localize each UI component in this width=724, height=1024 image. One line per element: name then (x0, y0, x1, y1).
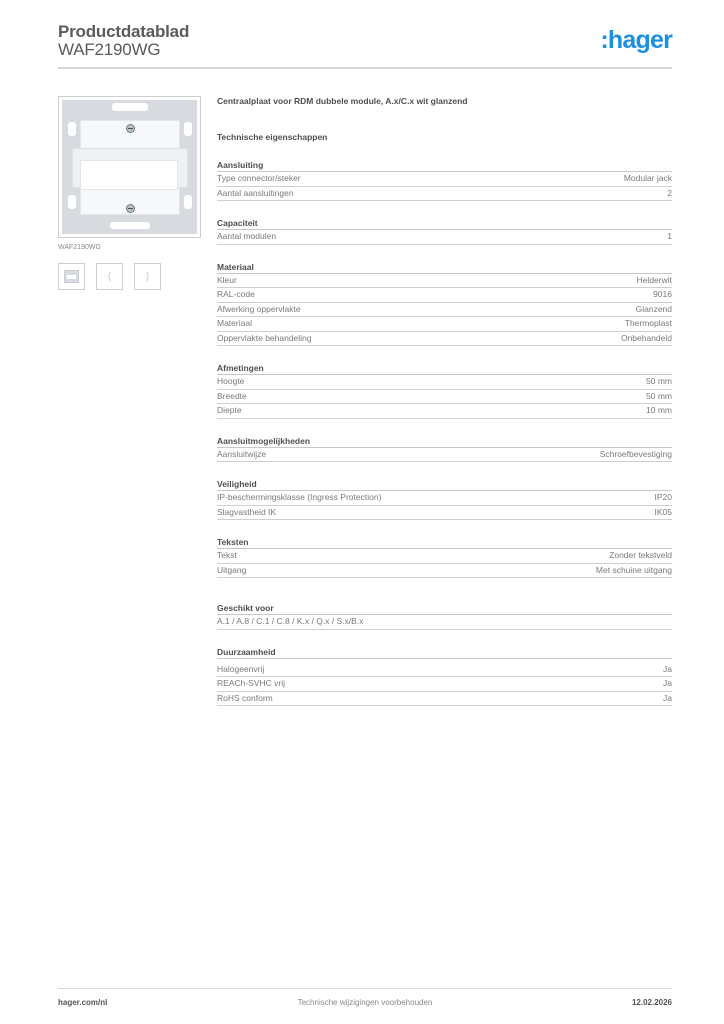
spec-row (217, 663, 672, 678)
spec-row (217, 317, 672, 332)
spec-row (217, 615, 672, 630)
spec-label: Tekst (217, 550, 237, 560)
section-title: Capaciteit (217, 217, 672, 230)
spec-row (217, 692, 672, 707)
spec-value: Ja (663, 692, 672, 703)
document-date: 12.02.2026 (631, 998, 672, 1007)
spec-row (217, 187, 672, 202)
spec-value: Ja (663, 678, 672, 688)
spec-value: Modular jack (623, 173, 672, 183)
spec-label: REACh-SVHC vrij (217, 678, 286, 688)
spec-label: Slagvastheid IK (217, 506, 277, 517)
thumbnail-side-right[interactable] (134, 263, 161, 290)
spec-label: A.1 / A.8 / C.1 / C.8 / K.x / Q.x / S.x/B.x (217, 616, 364, 626)
section-veiligheid (217, 478, 672, 520)
spec-row (217, 549, 672, 564)
spec-label: Aansluitwijze (217, 448, 267, 459)
spec-value: Zonder tekstveld (609, 550, 672, 560)
spec-value: IK05 (654, 506, 672, 517)
spec-row (217, 288, 672, 303)
spec-value: Schroefbevestiging (599, 448, 672, 459)
spec-value: 10 mm (646, 405, 672, 415)
website-link[interactable]: hager.com/nl (58, 998, 108, 1007)
section-afmetingen (217, 362, 672, 419)
thumbnail-strip (58, 263, 161, 290)
section-title: Geschikt voor (217, 602, 672, 615)
spec-row (217, 303, 672, 318)
section-teksten (217, 536, 672, 578)
product-image (58, 96, 201, 238)
screw-icon (126, 124, 135, 133)
section-geschikt-voor (217, 602, 672, 630)
section-duurzaamheid (217, 646, 672, 707)
screw-icon (126, 204, 135, 213)
product-thumbnail-icon (64, 270, 79, 283)
spec-label: Breedte (217, 390, 247, 401)
spec-row (217, 404, 672, 419)
section-title: Materiaal (217, 261, 672, 274)
spec-value: IP20 (654, 492, 672, 502)
spec-value: 2 (667, 187, 672, 198)
spec-value: 50 mm (646, 376, 672, 386)
spec-label: Materiaal (217, 318, 252, 328)
thumbnail-product[interactable] (58, 263, 85, 290)
spec-label: RoHS conform (217, 692, 273, 703)
spec-value: Ja (663, 663, 672, 674)
page-header (58, 20, 672, 70)
spec-row (217, 448, 672, 463)
spec-value: Met schuine uitgang (595, 564, 672, 575)
spec-row (217, 332, 672, 347)
spec-label: IP-beschermingsklasse (Ingress Protection) (217, 492, 382, 502)
spec-label: Type connector/steker (217, 173, 301, 183)
spec-row (217, 230, 672, 245)
spec-row (217, 390, 672, 405)
footer-divider (58, 988, 672, 989)
section-title: Afmetingen (217, 362, 672, 375)
spec-label: Kleur (217, 274, 237, 285)
section-title: Veiligheid (217, 478, 672, 491)
product-code: WAF2190WG (58, 40, 161, 59)
spec-label: Aantal modulen (217, 231, 277, 241)
spec-value: Onbehandeld (620, 332, 672, 343)
spec-row (217, 506, 672, 521)
spec-row (217, 172, 672, 187)
section-title: Duurzaamheid (217, 646, 672, 659)
hager-logo: :hager (600, 26, 672, 54)
section-title: Aansluitmogelijkheden (217, 435, 672, 448)
product-description: Centraalplaat voor RDM dubbele module, A.x/C.x wit glanzend (217, 96, 468, 106)
side-profile-right-icon: ⟩ (145, 271, 150, 283)
spec-label: Aantal aansluitingen (217, 187, 294, 198)
technical-properties-heading: Technische eigenschappen (217, 132, 328, 142)
section-aansluiting (217, 159, 672, 201)
spec-label: Hoogte (217, 376, 245, 386)
spec-label: RAL-code (217, 289, 255, 299)
spec-label: Diepte (217, 405, 242, 415)
spec-value: Helderwit (636, 274, 672, 285)
section-aansluitmogelijkheden (217, 435, 672, 463)
spec-label: Halogeenvrij (217, 663, 265, 674)
side-profile-left-icon: ⟨ (107, 271, 112, 283)
spec-value: 9016 (653, 289, 672, 299)
image-caption: WAF2190WG (58, 244, 101, 251)
spec-content (217, 96, 672, 706)
spec-value: 50 mm (646, 390, 672, 401)
header-divider (58, 67, 672, 69)
spec-row (217, 375, 672, 390)
spec-label: Afwerking oppervlakte (217, 303, 301, 314)
spec-value: 1 (667, 231, 672, 241)
spec-row (217, 274, 672, 289)
spec-row (217, 491, 672, 506)
spec-label: Oppervlakte behandeling (217, 332, 312, 343)
disclaimer-note: Technische wijzigingen voorbehouden (297, 998, 433, 1007)
spec-value: Thermoplast (624, 318, 672, 328)
spec-row (217, 564, 672, 579)
section-title: Aansluiting (217, 159, 672, 172)
thumbnail-side-left[interactable] (96, 263, 123, 290)
section-capaciteit (217, 217, 672, 245)
spec-label: Uitgang (217, 564, 247, 575)
section-materiaal (217, 261, 672, 347)
spec-value: Glanzend (635, 303, 672, 314)
document-title: Productdatablad (58, 22, 190, 41)
plate-illustration (62, 100, 197, 234)
section-title: Teksten (217, 536, 672, 549)
spec-row (217, 677, 672, 692)
